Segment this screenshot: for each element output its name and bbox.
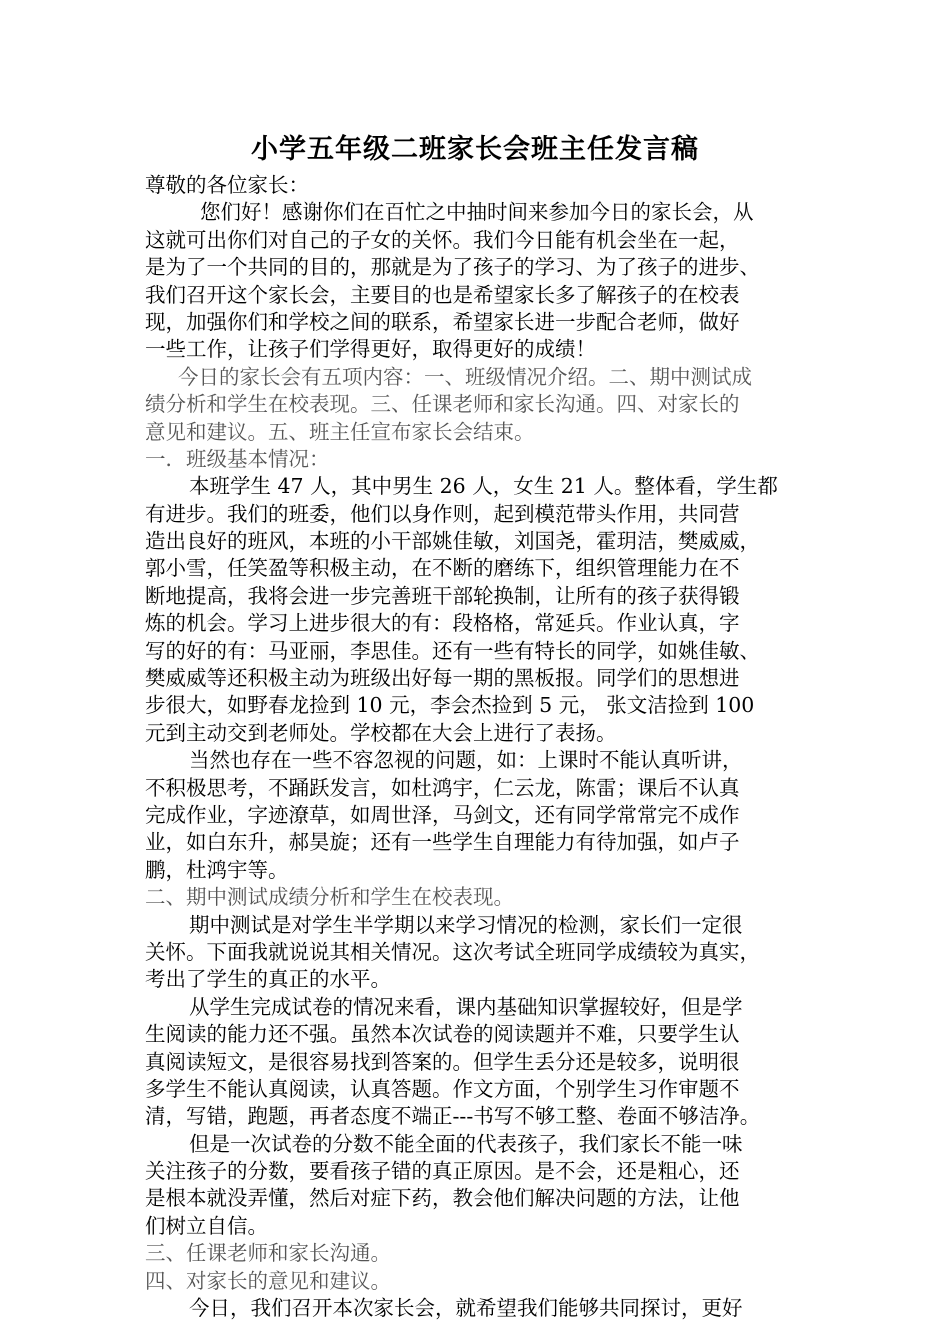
body-line: 关注孩子的分数，要看孩子错的真正原因。是不会，还是粗心，还 bbox=[145, 1159, 740, 1184]
body-line: 造出良好的班风，本班的小干部姚佳敏，刘国尧，霍玥洁，樊威威， bbox=[145, 529, 760, 554]
body-line: 四、对家长的意见和建议。 bbox=[145, 1268, 391, 1293]
body-line: 是根本就没弄懂，然后对症下药，教会他们解决问题的方法，让他 bbox=[145, 1186, 740, 1211]
body-line: 考出了学生的真正的水平。 bbox=[145, 967, 391, 992]
body-line: 生阅读的能力还不强。虽然本次试卷的阅读题并不难，只要学生认 bbox=[145, 1022, 740, 1047]
body-line: 元到主动交到老师处。学校都在大会上进行了表扬。 bbox=[145, 720, 617, 745]
body-line: 您们好！感谢你们在百忙之中抽时间来参加今日的家长会，从 bbox=[200, 200, 754, 225]
body-line: 期中测试是对学生半学期以来学习情况的检测，家长们一定很 bbox=[189, 912, 743, 937]
body-line: 郭小雪，任笑盈等积极主动，在不断的磨练下，组织管理能力在不 bbox=[145, 556, 740, 581]
body-line: 今日，我们召开本次家长会，就希望我们能够共同探讨，更好 bbox=[189, 1296, 743, 1321]
body-line: 关怀。下面我就说说其相关情况。这次考试全班同学成绩较为真实， bbox=[145, 939, 760, 964]
body-line: 是为了一个共同的目的，那就是为了孩子的学习、为了孩子的进步、 bbox=[145, 255, 760, 280]
body-line: 今日的家长会有五项内容：一、班级情况介绍。二、期中测试成 bbox=[178, 364, 752, 389]
body-line: 一．班级基本情况： bbox=[145, 446, 330, 471]
body-line: 有进步。我们的班委，他们以身作则，起到模范带头作用，共同营 bbox=[145, 501, 740, 526]
body-line: 业，如白东升，郝昊旋；还有一些学生自理能力有待加强，如卢子 bbox=[145, 830, 740, 855]
body-line: 步很大，如野春龙捡到 10 元，李会杰捡到 5 元， 张文洁捡到 100 bbox=[145, 693, 755, 718]
body-line: 樊威威等还积极主动为班级出好每一期的黑板报。同学们的思想进 bbox=[145, 666, 740, 691]
body-line: 们树立自信。 bbox=[145, 1213, 268, 1238]
body-line: 这就可出你们对自己的子女的关怀。我们今日能有机会坐在一起， bbox=[145, 227, 740, 252]
body-line: 当然也存在一些不容忽视的问题，如：上课时不能认真听讲， bbox=[189, 748, 743, 773]
document-body bbox=[145, 172, 825, 1322]
body-line: 清，写错，跑题，再者态度不端正---书写不够工整、卷面不够洁净。 bbox=[145, 1104, 761, 1129]
body-line: 意见和建议。五、班主任宣布家长会结束。 bbox=[145, 419, 535, 444]
body-line: 炼的机会。学习上进步很大的有：段格格，常延兵。作业认真，字 bbox=[145, 611, 740, 636]
body-line: 鹏，杜鸿宇等。 bbox=[145, 857, 289, 882]
body-line: 写的好的有：马亚丽，李思佳。还有一些有特长的同学，如姚佳敏、 bbox=[145, 638, 760, 663]
body-line: 一些工作，让孩子们学得更好，取得更好的成绩！ bbox=[145, 337, 596, 362]
body-line: 真阅读短文，是很容易找到答案的。但学生丢分还是较多，说明很 bbox=[145, 1049, 740, 1074]
body-line: 但是一次试卷的分数不能全面的代表孩子，我们家长不能一味 bbox=[189, 1131, 743, 1156]
body-line: 绩分析和学生在校表现。三、任课老师和家长沟通。四、对家长的 bbox=[145, 392, 740, 417]
body-line: 我们召开这个家长会，主要目的也是希望家长多了解孩子的在校表 bbox=[145, 282, 740, 307]
document-title: 小学五年级二班家长会班主任发言稿 bbox=[251, 134, 699, 165]
body-line: 现，加强你们和学校之间的联系，希望家长进一步配合老师，做好 bbox=[145, 309, 740, 334]
body-line: 多学生不能认真阅读，认真答题。作文方面，个别学生习作审题不 bbox=[145, 1076, 740, 1101]
body-line: 断地提高，我将会进一步完善班干部轮换制，让所有的孩子获得锻 bbox=[145, 583, 740, 608]
body-line: 本班学生 47 人，其中男生 26 人，女生 21 人。整体看，学生都 bbox=[189, 474, 778, 499]
body-line: 完成作业，字迹潦草，如周世泽，马剑文，还有同学常常完不成作 bbox=[145, 802, 740, 827]
body-line: 三、任课老师和家长沟通。 bbox=[145, 1241, 391, 1266]
body-line: 从学生完成试卷的情况来看，课内基础知识掌握较好，但是学 bbox=[189, 994, 743, 1019]
body-line: 尊敬的各位家长： bbox=[145, 173, 309, 197]
body-line: 二、期中测试成绩分析和学生在校表现。 bbox=[145, 885, 514, 910]
body-line: 不积极思考，不踊跃发言，如杜鸿宇，仁云龙，陈雷；课后不认真 bbox=[145, 775, 740, 800]
